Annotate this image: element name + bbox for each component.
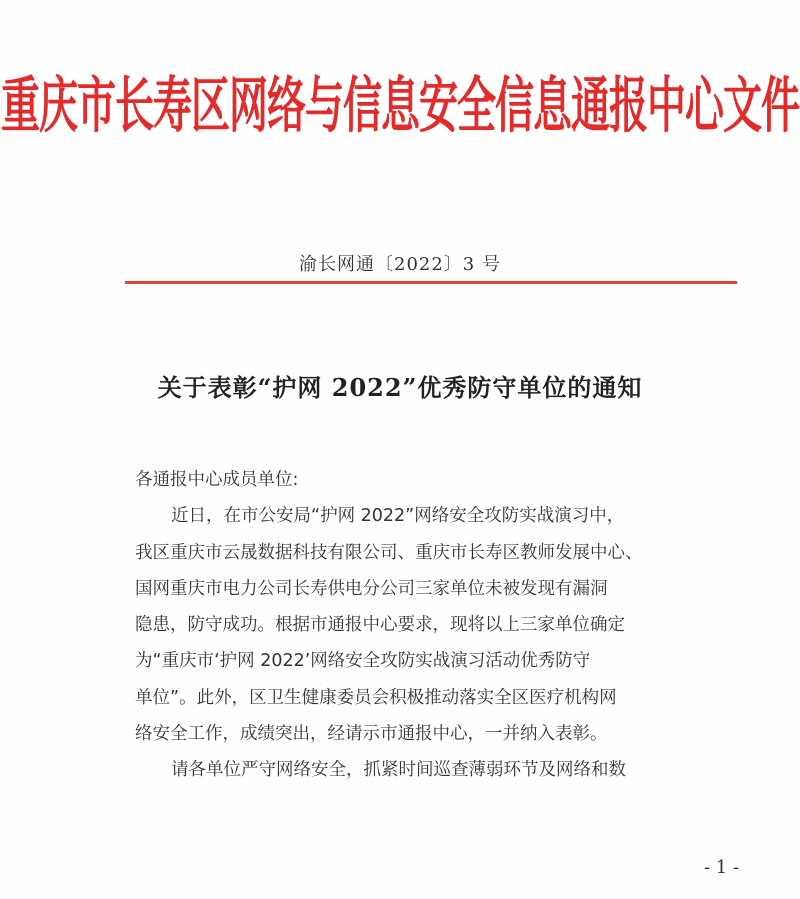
salutation: 各通报中心成员单位: [135, 470, 299, 490]
body-line: 我区重庆市云晟数据科技有限公司、重庆市长寿区教师发展中心、 [135, 542, 643, 563]
document-title: 关于表彰“护网 2022”优秀防守单位的通知 [157, 373, 643, 402]
page-number: - 1 - [704, 857, 740, 878]
body-line: 近日，在市公安局“护网 2022”网络安全攻防实战演习中， [171, 506, 625, 527]
body-line: 国网重庆市电力公司长寿供电分公司三家单位未被发现有漏洞 [135, 578, 608, 599]
body-line: 单位”。此外，区卫生健康委员会积极推动落实全区医疗机构网 [135, 687, 617, 708]
document-header: 重庆市长寿区网络与信息安全信息通报中心文件 [0, 70, 799, 142]
body-line: 请各单位严守网络安全，抓紧时间巡查薄弱环节及网络和数 [171, 760, 626, 781]
body-line: 隐患，防守成功。根据市通报中心要求，现将以上三家单位确定 [135, 615, 625, 636]
document-body [135, 462, 755, 789]
body-line: 为“重庆市‘护网 2022’网络安全攻防实战演习活动优秀防守 [135, 651, 591, 672]
document-number: 渝长网通〔2022〕3 号 [299, 254, 501, 275]
red-divider-line [125, 281, 737, 284]
body-line: 络安全工作，成绩突出，经请示市通报中心，一并纳入表彰。 [135, 724, 608, 745]
